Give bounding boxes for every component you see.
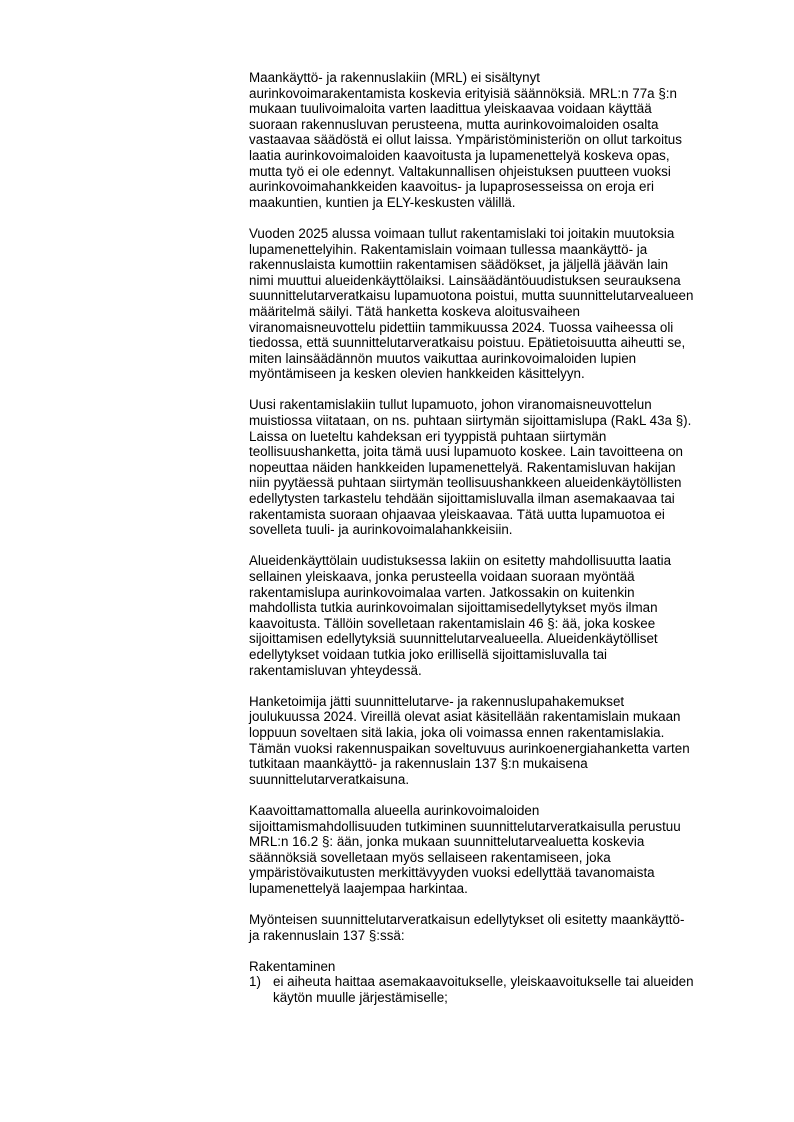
text-line: miten lainsäädännön muutos vaikuttaa aurinkovoimaloiden lupien (249, 350, 637, 366)
text-line: Maankäyttö- ja rakennuslakiin (MRL) ei sisältynyt (249, 70, 540, 85)
text-line: loppuun soveltaen sitä lakia, joka oli voimassa ennen rakentamislakia. (249, 724, 665, 740)
text-line: rakennuslaista kumottiin rakentamisen säädökset, ja jäljellä jäävän lain (249, 257, 669, 273)
text-line: rakentamisluvan yhteydessä. (249, 662, 422, 678)
paragraph-sijoittamislupa (249, 397, 739, 537)
text-line: kaavoitusta. Tällöin sovelletaan rakentamislain 46 §: ää, joka koskee (249, 615, 656, 631)
text-line: myöntämiseen ja kesken olevien hankkeiden käsittelyyn. (249, 366, 585, 382)
text-line: maakuntien, kuntien ja ELY-keskusten välillä. (249, 194, 516, 210)
text-line: sijoittamismahdollisuuden tutkiminen suunnittelutarveratkaisulla perustuu (249, 818, 681, 834)
paragraph-alueidenkayttolaki (249, 553, 739, 678)
text-line: ympäristövaikutusten merkittävyyden vuoksi edellyttää tavanomaista (249, 865, 655, 881)
text-line: käytön muulle järjestämiselle; (273, 990, 448, 1006)
text-line: viranomaisneuvottelu pidettiin tammikuussa 2024. Tuossa vaiheessa oli (249, 319, 674, 335)
text-line: Kaavoittamattomalla alueella aurinkovoimaloiden (249, 802, 540, 818)
text-line: aurinkovoimarakentamista koskevia erityisiä säännöksiä. MRL:n 77a §:n (249, 85, 677, 101)
paragraph-mrl-background (249, 70, 739, 210)
list-text (273, 974, 694, 1005)
text-line: aurinkovoimahankkeiden kaavoitus- ja lupaprosesseissa on eroja eri (249, 179, 654, 195)
text-line: ei aiheuta haittaa asemakaavoitukselle, yleiskaavoitukselle tai alueiden (273, 974, 694, 990)
text-line: suunnittelutarveratkaisu lupamuotona poistui, mutta suunnittelutarvealueen (249, 288, 694, 304)
text-line: nimi muuttui alueidenkäyttölaiksi. Lainsäädäntöuudistuksen seurauksena (249, 272, 681, 288)
text-line: edellytysten tarkastelu tehdään sijoittamisluvalla ilman asemakaavaa tai (249, 491, 675, 507)
text-line: muistiossa viitataan, on ns. puhtaan siirtymän sijoittamislupa (RakL 43a §). (249, 413, 692, 429)
list-number: 1) (249, 974, 261, 990)
text-line: lupamenettelyä laajempaa harkintaa. (249, 880, 468, 896)
text-line: sovelleta tuuli- ja aurinkovoimalahankkeisiin. (249, 522, 513, 538)
text-line: edellytykset voidaan tutkia joko erillisellä sijoittamisluvalla tai (249, 646, 607, 662)
text-line: joulukuussa 2024. Vireillä olevat asiat käsitellään rakentamislain mukaan (249, 709, 681, 725)
text-line: suunnittelutarveratkaisuna. (249, 771, 410, 787)
paragraph-edellytykset-intro (249, 912, 739, 943)
text-line: sellainen yleiskaava, jonka perusteella voidaan suoraan myöntää (249, 569, 635, 584)
text-line: sijoittamisen edellytyksiä suunnittelutarvealueella. Alueidenkäytölliset (249, 631, 658, 647)
text-line: tutkitaan maankäyttö- ja rakennuslain 137 §:n mukaisena (249, 756, 588, 772)
text-line: niin pyytäessä puhtaan siirtymän teollisuushankkeen alueidenkäytöllisten (249, 475, 682, 491)
text-line: rakentamista suoraan ohjaavaa yleiskaavaa. Tätä uutta lupamuotoa ei (249, 506, 665, 522)
text-line: Tämän vuoksi rakennuspaikan soveltuvuus aurinkoenergiahanketta varten (249, 740, 690, 756)
text-line: mutta työ ei ole edennyt. Valtakunnallisen ohjeistuksen puutteen vuoksi (249, 163, 671, 179)
text-line: mukaan tuulivoimaloita varten laadittua yleiskaavaa voidaan käyttää (249, 101, 652, 117)
conditions-list (249, 974, 739, 1005)
text-line: MRL:n 16.2 §: ään, jonka mukaan suunnittelutarvealuetta koskevia (249, 834, 645, 850)
text-line: lupamenettelyihin. Rakentamislain voimaan tullessa maankäyttö- ja (249, 241, 648, 257)
text-line: määritelmä säilyi. Tätä hanketta koskeva aloitusvaiheen (249, 303, 580, 319)
paragraph-rakentamislaki-2025 (249, 226, 739, 382)
list-item (249, 974, 739, 1005)
text-line: vastaavaa säädöstä ei ollut laissa. Ympäristöministeriön on ollut tarkoitus (249, 132, 682, 148)
paragraph-kaavoittamaton-alue (249, 803, 739, 897)
text-line: laatia aurinkovoimaloiden kaavoitusta ja lupamenettelyä koskeva opas, (249, 147, 670, 163)
section-heading: Rakentaminen (249, 958, 336, 974)
paragraph-hakemukset (249, 694, 739, 788)
text-line: Vuoden 2025 alussa voimaan tullut rakentamislaki toi joitakin muutoksia (249, 225, 675, 241)
text-line: rakentamislupa aurinkovoimalaa varten. Jatkossakin on kuitenkin (249, 584, 635, 600)
text-line: mahdollista tutkia aurinkovoimalan sijoittamisedellytykset myös ilman (249, 600, 658, 616)
text-line: tiedossa, että suunnittelutarveratkaisu poistuu. Epätietoisuutta aiheutti se, (249, 335, 686, 351)
document-page (249, 70, 739, 1006)
text-line: teollisuushanketta, joita tämä uusi lupamuoto koskee. Lain tavoitteena on (249, 444, 683, 460)
text-line: säännöksiä sovelletaan myös sellaiseen rakentamiseen, joka (249, 849, 611, 865)
text-line: Uusi rakentamislakiin tullut lupamuoto, johon viranomaisneuvottelun (249, 397, 652, 413)
text-line: Myönteisen suunnittelutarveratkaisun edellytykset oli esitetty maankäyttö- (249, 912, 685, 928)
text-line: nopeuttaa näiden hankkeiden lupamenettelyä. Rakentamisluvan hakijan (249, 459, 676, 475)
text-line: Laissa on lueteltu kahdeksan eri tyyppistä puhtaan siirtymän (249, 428, 607, 444)
text-line: Alueidenkäyttölain uudistuksessa lakiin on esitetty mahdollisuutta laatia (249, 553, 672, 569)
text-line: Hanketoimija jätti suunnittelutarve- ja rakennuslupahakemukset (249, 693, 625, 709)
text-line: suoraan rakennusluvan perusteena, mutta aurinkovoimaloiden osalta (249, 116, 659, 132)
text-line: ja rakennuslain 137 §:ssä: (249, 927, 405, 943)
